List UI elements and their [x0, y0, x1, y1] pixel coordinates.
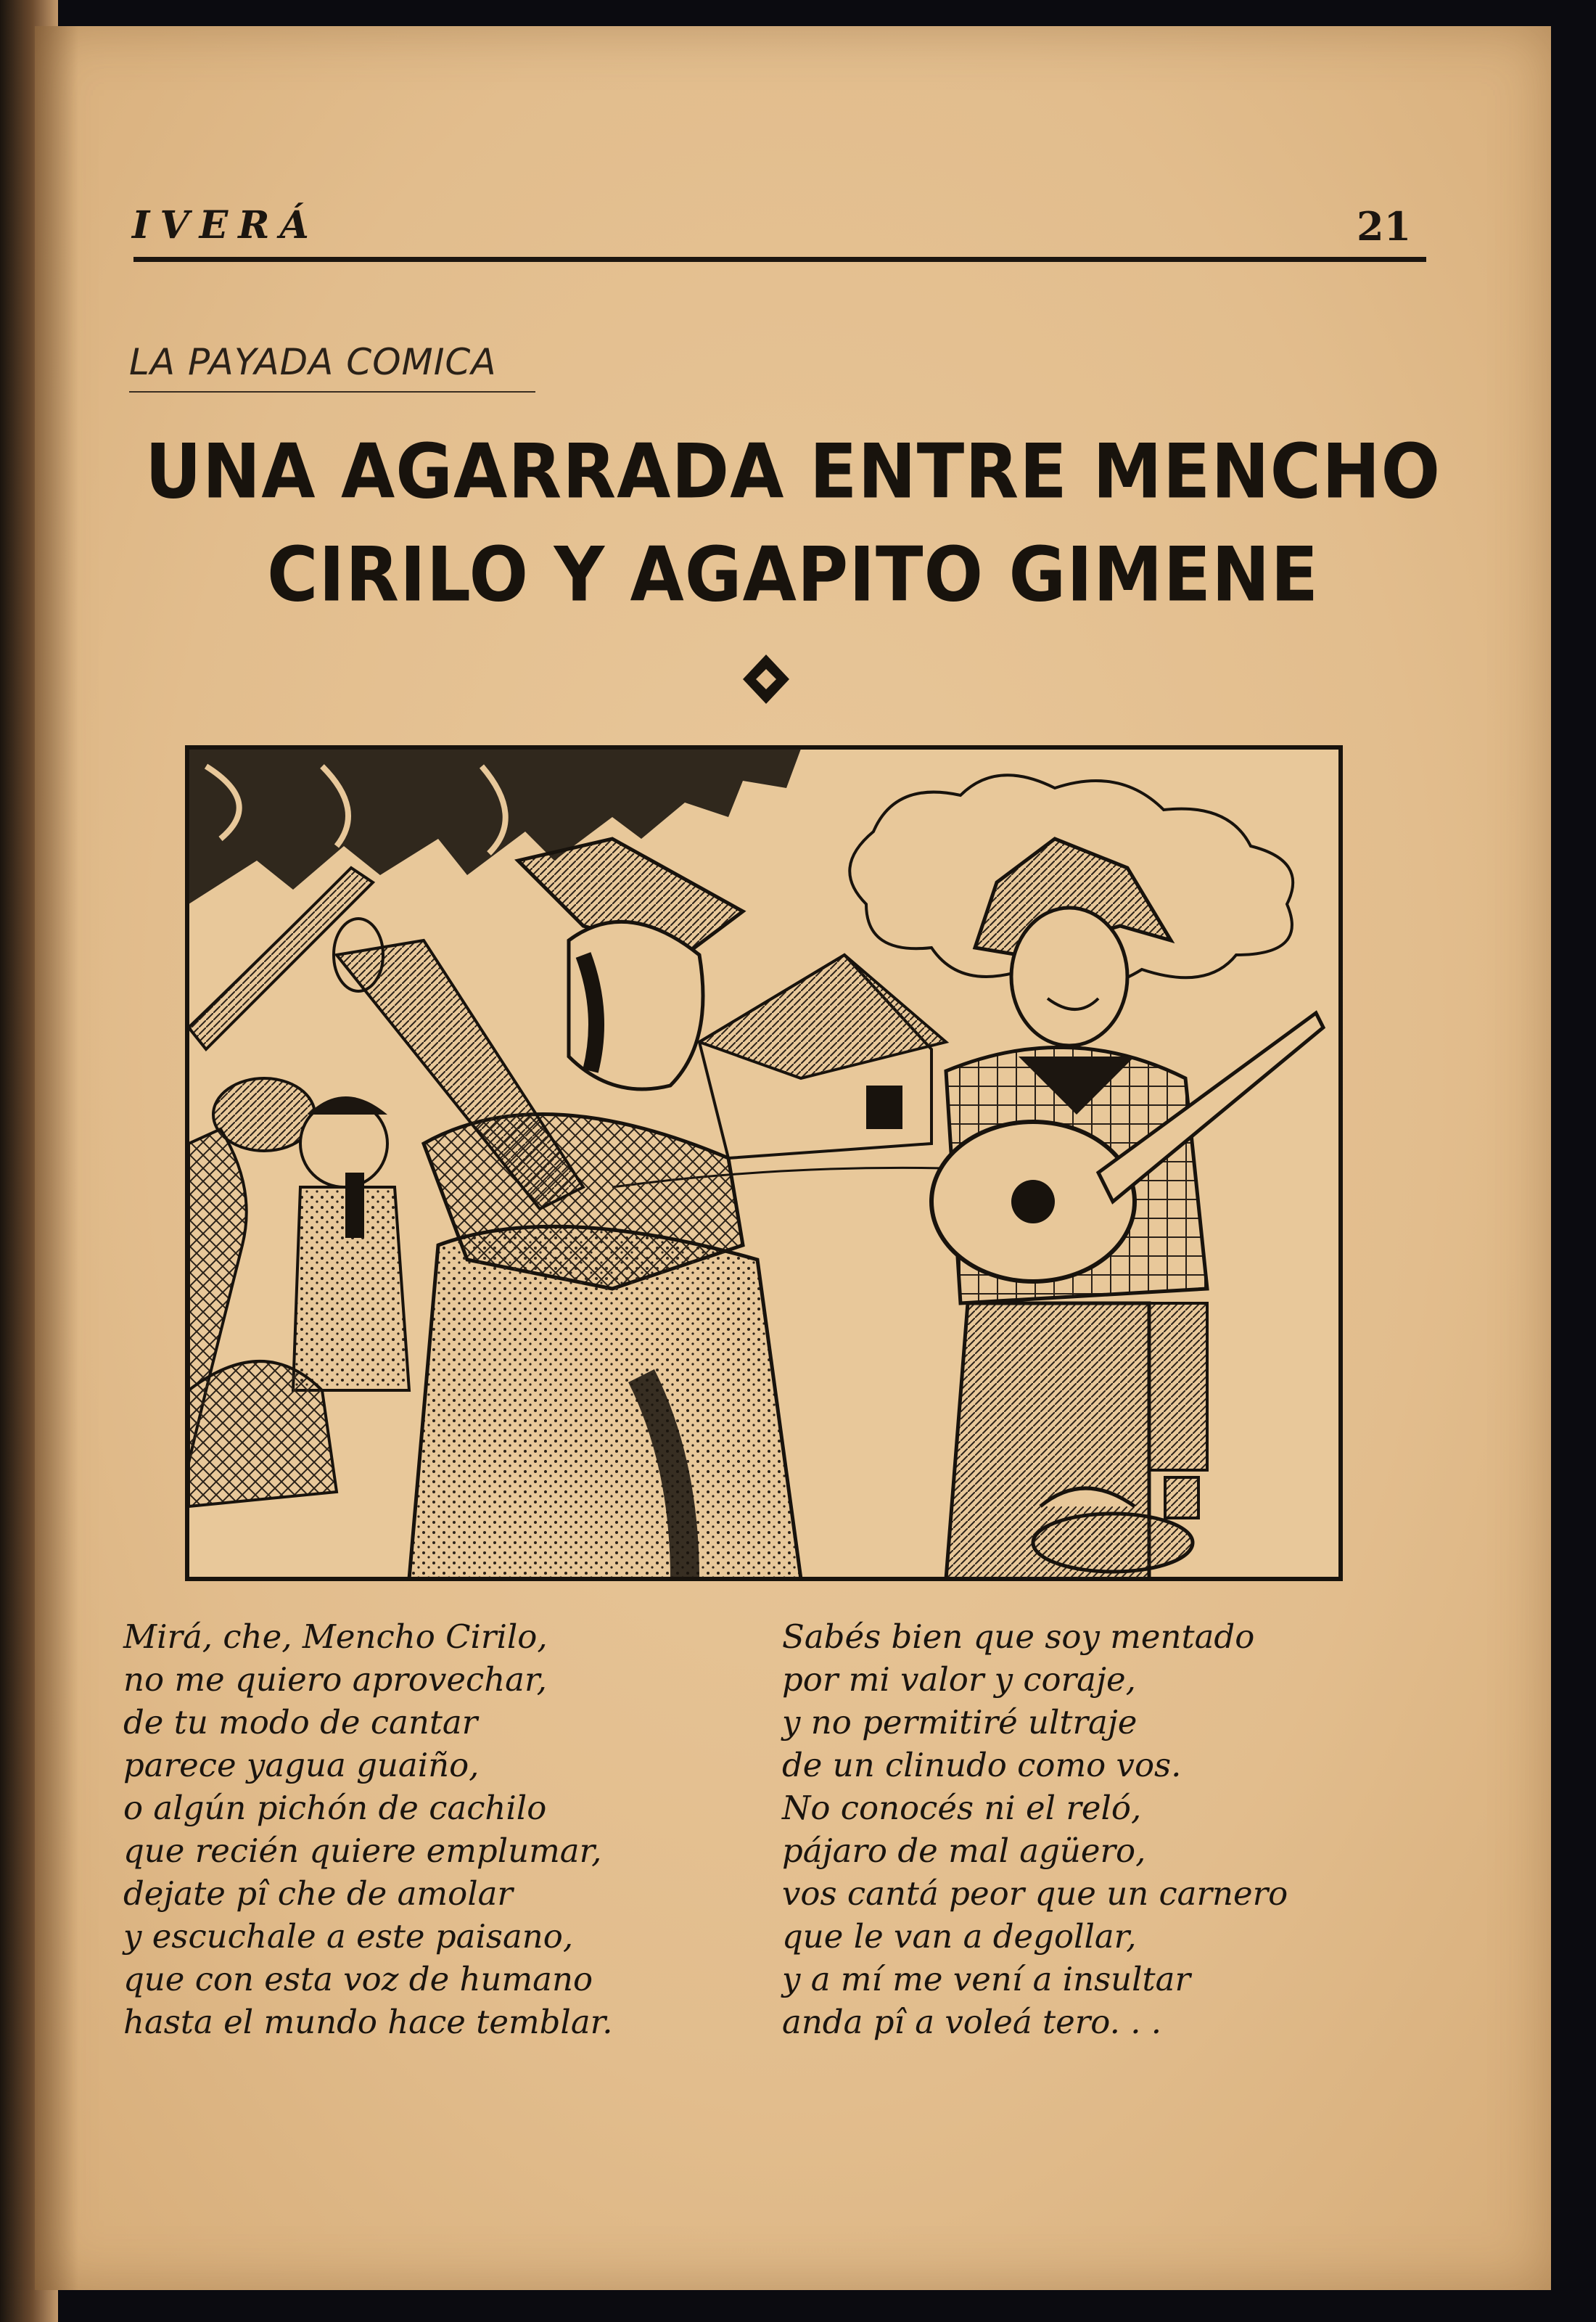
- poem-line: parece yagua guaiño,: [123, 1746, 480, 1784]
- header-divider: [133, 257, 1426, 262]
- poem-stanza-right: [782, 1615, 1288, 2043]
- poem-line: No conocés ni el reló,: [782, 1789, 1142, 1827]
- poem-line: Sabés bien que soy mentado: [782, 1617, 1255, 1656]
- poem-line: dejate pî che de amolar: [123, 1874, 513, 1913]
- poem-line: que con esta voz de humano: [123, 1960, 593, 1998]
- poem-stanza-left: [123, 1615, 613, 2043]
- magazine-page: [35, 26, 1551, 2290]
- poem-line: y no permitiré ultraje: [782, 1703, 1138, 1742]
- running-title: IVERÁ: [132, 203, 319, 247]
- poem-line: de tu modo de cantar: [123, 1703, 478, 1742]
- article-title-line-1: UNA AGARRADA ENTRE MENCHO: [144, 427, 1441, 516]
- poem-line: anda pî a voleá tero. . .: [782, 2003, 1162, 2041]
- poem-line: Mirá, che, Mencho Cirilo,: [123, 1617, 548, 1656]
- poem-line: hasta el mundo hace temblar.: [123, 2003, 613, 2041]
- poem-line: no me quiero aprovechar,: [123, 1660, 547, 1699]
- poem-line: vos cantá peor que un carnero: [782, 1874, 1288, 1913]
- payada-illustration-icon: [177, 737, 1351, 1588]
- poem-line: y escuchale a este paisano,: [123, 1917, 574, 1956]
- poem-line: o algún pichón de cachilo: [123, 1789, 547, 1827]
- poem-line: por mi valor y coraje,: [782, 1660, 1136, 1699]
- section-label-underline: [129, 391, 535, 393]
- poem-line: que recién quiere emplumar,: [123, 1831, 602, 1870]
- section-label: LA PAYADA COMICA: [129, 341, 497, 383]
- poem-line: que le van a degollar,: [782, 1917, 1137, 1956]
- poem-line: y a mí me vení a insultar: [782, 1960, 1190, 1998]
- poem-line: pájaro de mal agüero,: [782, 1831, 1146, 1870]
- article-title-line-2: CIRILO Y AGAPITO GIMENE: [266, 530, 1320, 619]
- page-gutter-shadow: [35, 26, 78, 2290]
- page-number: 21: [1357, 203, 1412, 250]
- diamond-ornament-icon: [737, 650, 795, 708]
- poem-line: de un clinudo como vos.: [782, 1746, 1182, 1784]
